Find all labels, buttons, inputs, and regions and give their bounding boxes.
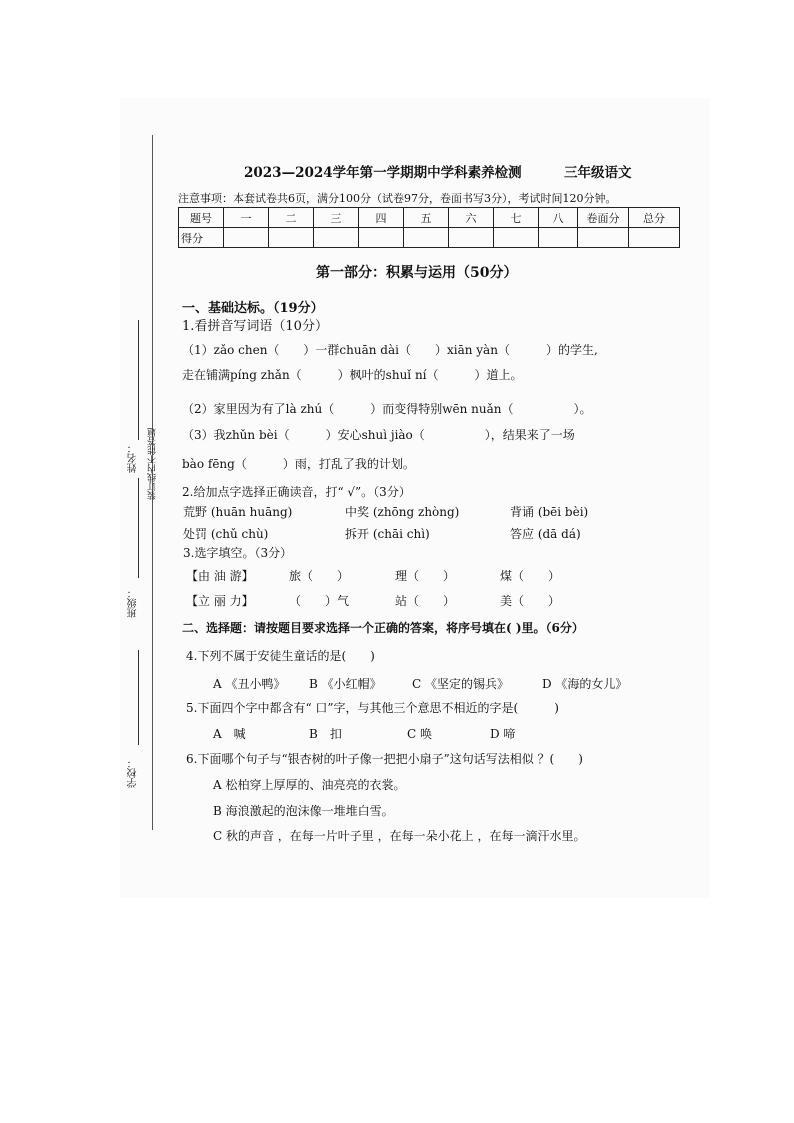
q2-item: 背诵 (bēi bèi) xyxy=(510,505,589,519)
q1-title: 1.看拼音写词语（10分） xyxy=(182,319,328,334)
q2-item: 答应 (dā dá) xyxy=(510,527,581,541)
score-box[interactable] xyxy=(269,228,314,248)
q5-option: B 扣 xyxy=(309,727,342,741)
q2-item: 拆开 (chāi chì) xyxy=(345,527,430,541)
cell-tihao: 题号 xyxy=(179,208,224,228)
score-header-row xyxy=(179,208,680,228)
score-box[interactable] xyxy=(578,228,629,248)
q3-item: （ ）气 xyxy=(289,594,350,608)
section1-heading: 一、基础达标。（19分） xyxy=(182,301,324,316)
score-box[interactable] xyxy=(314,228,359,248)
q1-line1: （1）zǎo chen（ ）一群chuān dài（ ）xiān yàn（ ）的学生, xyxy=(182,343,598,357)
cell-zongfen: 总分 xyxy=(629,208,680,228)
q2-item: 中奖 (zhōng zhòng) xyxy=(345,505,460,519)
score-value-row xyxy=(179,228,680,248)
cell-5: 五 xyxy=(404,208,449,228)
q6-option: A 松柏穿上厚厚的、油亮亮的衣裳。 xyxy=(213,778,406,792)
q3-group1: 【由 油 游】 xyxy=(186,569,254,583)
cell-4: 四 xyxy=(359,208,404,228)
q4-option: C 《坚定的锡兵》 xyxy=(412,677,509,691)
score-box[interactable] xyxy=(629,228,680,248)
q4-question: 4.下列不属于安徒生童话的是( ) xyxy=(186,649,375,663)
school-underline xyxy=(138,650,139,745)
q3-item: 站（ ） xyxy=(395,594,456,608)
q2-title: 2.给加点字选择正确读音，打“ √”。（3分） xyxy=(182,485,411,499)
q5-question: 5.下面四个字中都含有“ 口”字，与其他三个意思不相近的字是( ) xyxy=(186,701,559,715)
class-label: 班级： xyxy=(128,588,139,618)
cell-7: 七 xyxy=(494,208,539,228)
q2-item: 荒野 (huān huāng) xyxy=(183,505,293,519)
school-label: 学校： xyxy=(128,758,139,788)
name-underline xyxy=(138,320,139,440)
q3-item: 理（ ） xyxy=(395,569,456,583)
name-label: 姓名： xyxy=(128,443,139,473)
seal-note: 装订线内不能答题 xyxy=(148,428,158,500)
score-box[interactable] xyxy=(539,228,578,248)
score-box[interactable] xyxy=(224,228,269,248)
score-box[interactable] xyxy=(359,228,404,248)
class-underline xyxy=(138,478,139,578)
q3-item: 煤（ ） xyxy=(500,569,561,583)
q4-option: D 《海的女儿》 xyxy=(542,677,628,691)
q3-title: 3.选字填空。（3分） xyxy=(183,546,293,560)
q3-item: 美（ ） xyxy=(500,594,561,608)
q6-question: 6.下面哪个句子与“银杏树的叶子像一把把小扇子”这句话写法相似 ？( ) xyxy=(186,752,583,766)
cell-3: 三 xyxy=(314,208,359,228)
grade-subject: 三年级语文 xyxy=(564,165,632,181)
cell-8: 八 xyxy=(539,208,578,228)
score-table xyxy=(178,207,680,248)
cell-1: 一 xyxy=(224,208,269,228)
q6-option: B 海浪激起的泡沫像一堆堆白雪。 xyxy=(213,804,394,818)
q3-item: 旅（ ） xyxy=(289,569,350,583)
cell-2: 二 xyxy=(269,208,314,228)
q6-option: C 秋的声音 ，在每一片叶子里 ，在每一朵小花上 ，在每一滴汗水里。 xyxy=(213,829,586,843)
q3-group2: 【立 丽 力】 xyxy=(186,594,254,608)
part1-title: 第一部分：积累与运用（50分） xyxy=(316,265,518,281)
q1-line2: 走在铺满píng zhǎn（ ）枫叶的shuǐ ní（ ）道上。 xyxy=(182,368,523,382)
q5-option: A 喊 xyxy=(213,727,246,741)
q1-line5: bào fēng（ ）雨，打乱了我的计划。 xyxy=(182,457,415,471)
q5-option: C 唤 xyxy=(407,727,432,741)
exam-title: 2023—2024学年第一学期期中学科素养检测 xyxy=(244,165,522,181)
q5-option: D 啼 xyxy=(490,727,516,741)
q2-item: 处罚 (chǔ chù) xyxy=(183,527,269,541)
score-box[interactable] xyxy=(449,228,494,248)
cell-6: 六 xyxy=(449,208,494,228)
q4-option: A 《丑小鸭》 xyxy=(213,677,286,691)
score-box[interactable] xyxy=(404,228,449,248)
q1-line3: （2）家里因为有了là zhú（ ）而变得特别wēn nuǎn（ ）。 xyxy=(182,402,592,416)
q1-line4: （3）我zhǔn bèi（ ）安心shuì jiào（ ），结果来了一场 xyxy=(182,428,575,442)
score-box[interactable] xyxy=(494,228,539,248)
section2-heading: 二、选择题：请按题目要求选择一个正确的答案，将序号填在( )里。（6分） xyxy=(182,621,584,635)
cell-juanmian: 卷面分 xyxy=(578,208,629,228)
q4-option: B 《小红帽》 xyxy=(309,677,382,691)
cell-defen: 得分 xyxy=(179,228,224,248)
notice: 注意事项：本套试卷共6页，满分100分（试卷97分，卷面书写3分），考试时间120分钟。 xyxy=(178,192,617,205)
